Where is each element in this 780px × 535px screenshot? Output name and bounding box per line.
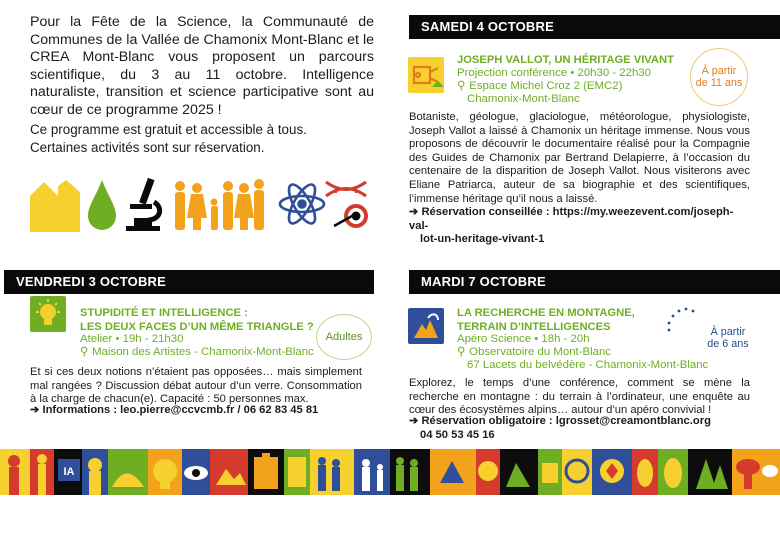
samedi-reservation-line1: ➔ Réservation conseillée : https://my.weezevent.com/joseph-val-	[409, 206, 734, 232]
vendredi-event-title	[80, 306, 320, 334]
samedi-age-badge-line2: de 11 ans	[695, 77, 743, 89]
vendredi-event-time: Atelier • 19h - 21h30	[80, 333, 184, 345]
mardi-reservation-line1: ➔ Réservation obligatoire : lgrosset@creamontblanc.org	[409, 415, 711, 427]
intro-free-line1: Ce programme est gratuit et accessible à tous.	[30, 122, 307, 137]
dna-target-icon	[326, 182, 368, 228]
location-pin-icon: ⚲	[80, 346, 89, 358]
vendredi-adults-badge: Adultes	[316, 314, 372, 360]
decorative-icon-band	[0, 449, 780, 495]
family-icon	[175, 179, 264, 230]
samedi-event-city: Chamonix-Mont-Blanc	[467, 93, 580, 105]
mardi-title-line1: LA RECHERCHE EN MONTAGNE,	[457, 307, 635, 319]
mardi-event-description: Explorez, le temps d’une conférence, comment se mène la recherche en montagne : du terrain à l’ordinateur, une enquête au cœur des écosystèmes alpins… autour d’un apéro convivial !	[409, 377, 750, 417]
intro-free-note	[30, 121, 374, 156]
mardi-event-location	[457, 346, 611, 359]
mardi-reservation	[409, 415, 750, 442]
samedi-reservation	[409, 206, 750, 247]
vendredi-location-name: Maison des Artistes - Chamonix-Mont-Blanc	[92, 346, 314, 358]
samedi-age-badge	[690, 48, 748, 106]
samedi-reservation-line2: lot-un-heritage-vivant-1	[420, 233, 545, 246]
band-ia-label: IA	[63, 466, 75, 478]
vendredi-title-line2: LES DEUX FACES D’UN MÊME TRIANGLE ?	[80, 321, 314, 333]
mardi-age-badge-line1: À partir	[710, 326, 746, 338]
samedi-event-location	[457, 80, 622, 93]
location-pin-icon: ⚲	[457, 80, 466, 92]
mardi-title-line2: TERRAIN D’INTELLIGENCES	[457, 321, 611, 333]
samedi-event-icon	[408, 57, 444, 93]
samedi-event-description: Botaniste, géologue, glaciologue, météorologue, physiologiste, Joseph Vallot a laissé à Chamonix un héritage immense. Nous vous proposons de découvrir le documentaire réalisé pour la Compagnie des Guides de Chamonix par Bertrand Delapierre, à l’occasion du centenaire de la disparition de Joseph Vallot. Nous visiterons avec Eliane Patriarca, auteur de sa biographie et des scientifiques, l’immense héritage qu’il nous a laissé.	[409, 111, 750, 205]
vendredi-event-description: Et si ces deux notions n’étaient pas opposées… mais simplement mal rangées ? Discussion débat autour d’un verre. Consommation à la charge de chacun(e). Capacité : 50 personnes max.	[30, 366, 362, 406]
mardi-event-time: Apéro Science • 18h - 20h	[457, 333, 590, 345]
location-pin-icon: ⚲	[457, 346, 466, 358]
intro-free-line2: Certaines activités sont sur réservation.	[30, 139, 265, 155]
vendredi-event-location	[80, 346, 314, 359]
mardi-age-badge-line2: de 6 ans	[707, 338, 749, 350]
samedi-age-badge-line1: À partir	[701, 65, 737, 77]
intro-text: Pour la Fête de la Science, la Communauté de Communes de la Vallée de Chamonix Mont-Blanc et le CREA Mont-Blanc vous proposent un parcours scientifique, du 3 au 11 octobre. Intelligence naturaliste, transition et science participative sont au cœur de ce programme 2025 !	[30, 14, 374, 118]
drop-icon	[88, 180, 116, 230]
atom-icon	[280, 181, 324, 227]
vendredi-event-icon	[30, 296, 66, 332]
mardi-location-name: Observatoire du Mont-Blanc	[469, 346, 611, 358]
mardi-reservation-line2: 04 50 53 45 16	[420, 428, 495, 441]
mardi-event-title	[457, 306, 687, 334]
houses-icon	[30, 180, 80, 232]
band-tiles	[0, 449, 780, 495]
samedi-event-title: JOSEPH VALLOT, UN HÉRITAGE VIVANT	[457, 54, 674, 66]
vendredi-information: ➔ Informations : leo.pierre@ccvcmb.fr / 06 62 83 45 81	[30, 404, 319, 416]
mardi-age-badge	[700, 326, 756, 382]
samedi-location-name: Espace Michel Croz 2 (EMC2)	[469, 80, 623, 92]
vendredi-header: VENDREDI 3 OCTOBRE	[0, 270, 374, 294]
mardi-header: MARDI 7 OCTOBRE	[405, 270, 780, 294]
samedi-header: SAMEDI 4 OCTOBRE	[405, 15, 780, 39]
vendredi-title-line1: STUPIDITÉ ET INTELLIGENCE :	[80, 307, 248, 319]
mardi-event-address: 67 Lacets du belvédère - Chamonix-Mont-Blanc	[467, 359, 709, 371]
theme-icon-row	[30, 172, 375, 232]
microscope-icon	[126, 178, 160, 231]
mardi-event-icon	[408, 308, 444, 344]
samedi-event-time: Projection conférence • 20h30 - 22h30	[457, 67, 651, 79]
